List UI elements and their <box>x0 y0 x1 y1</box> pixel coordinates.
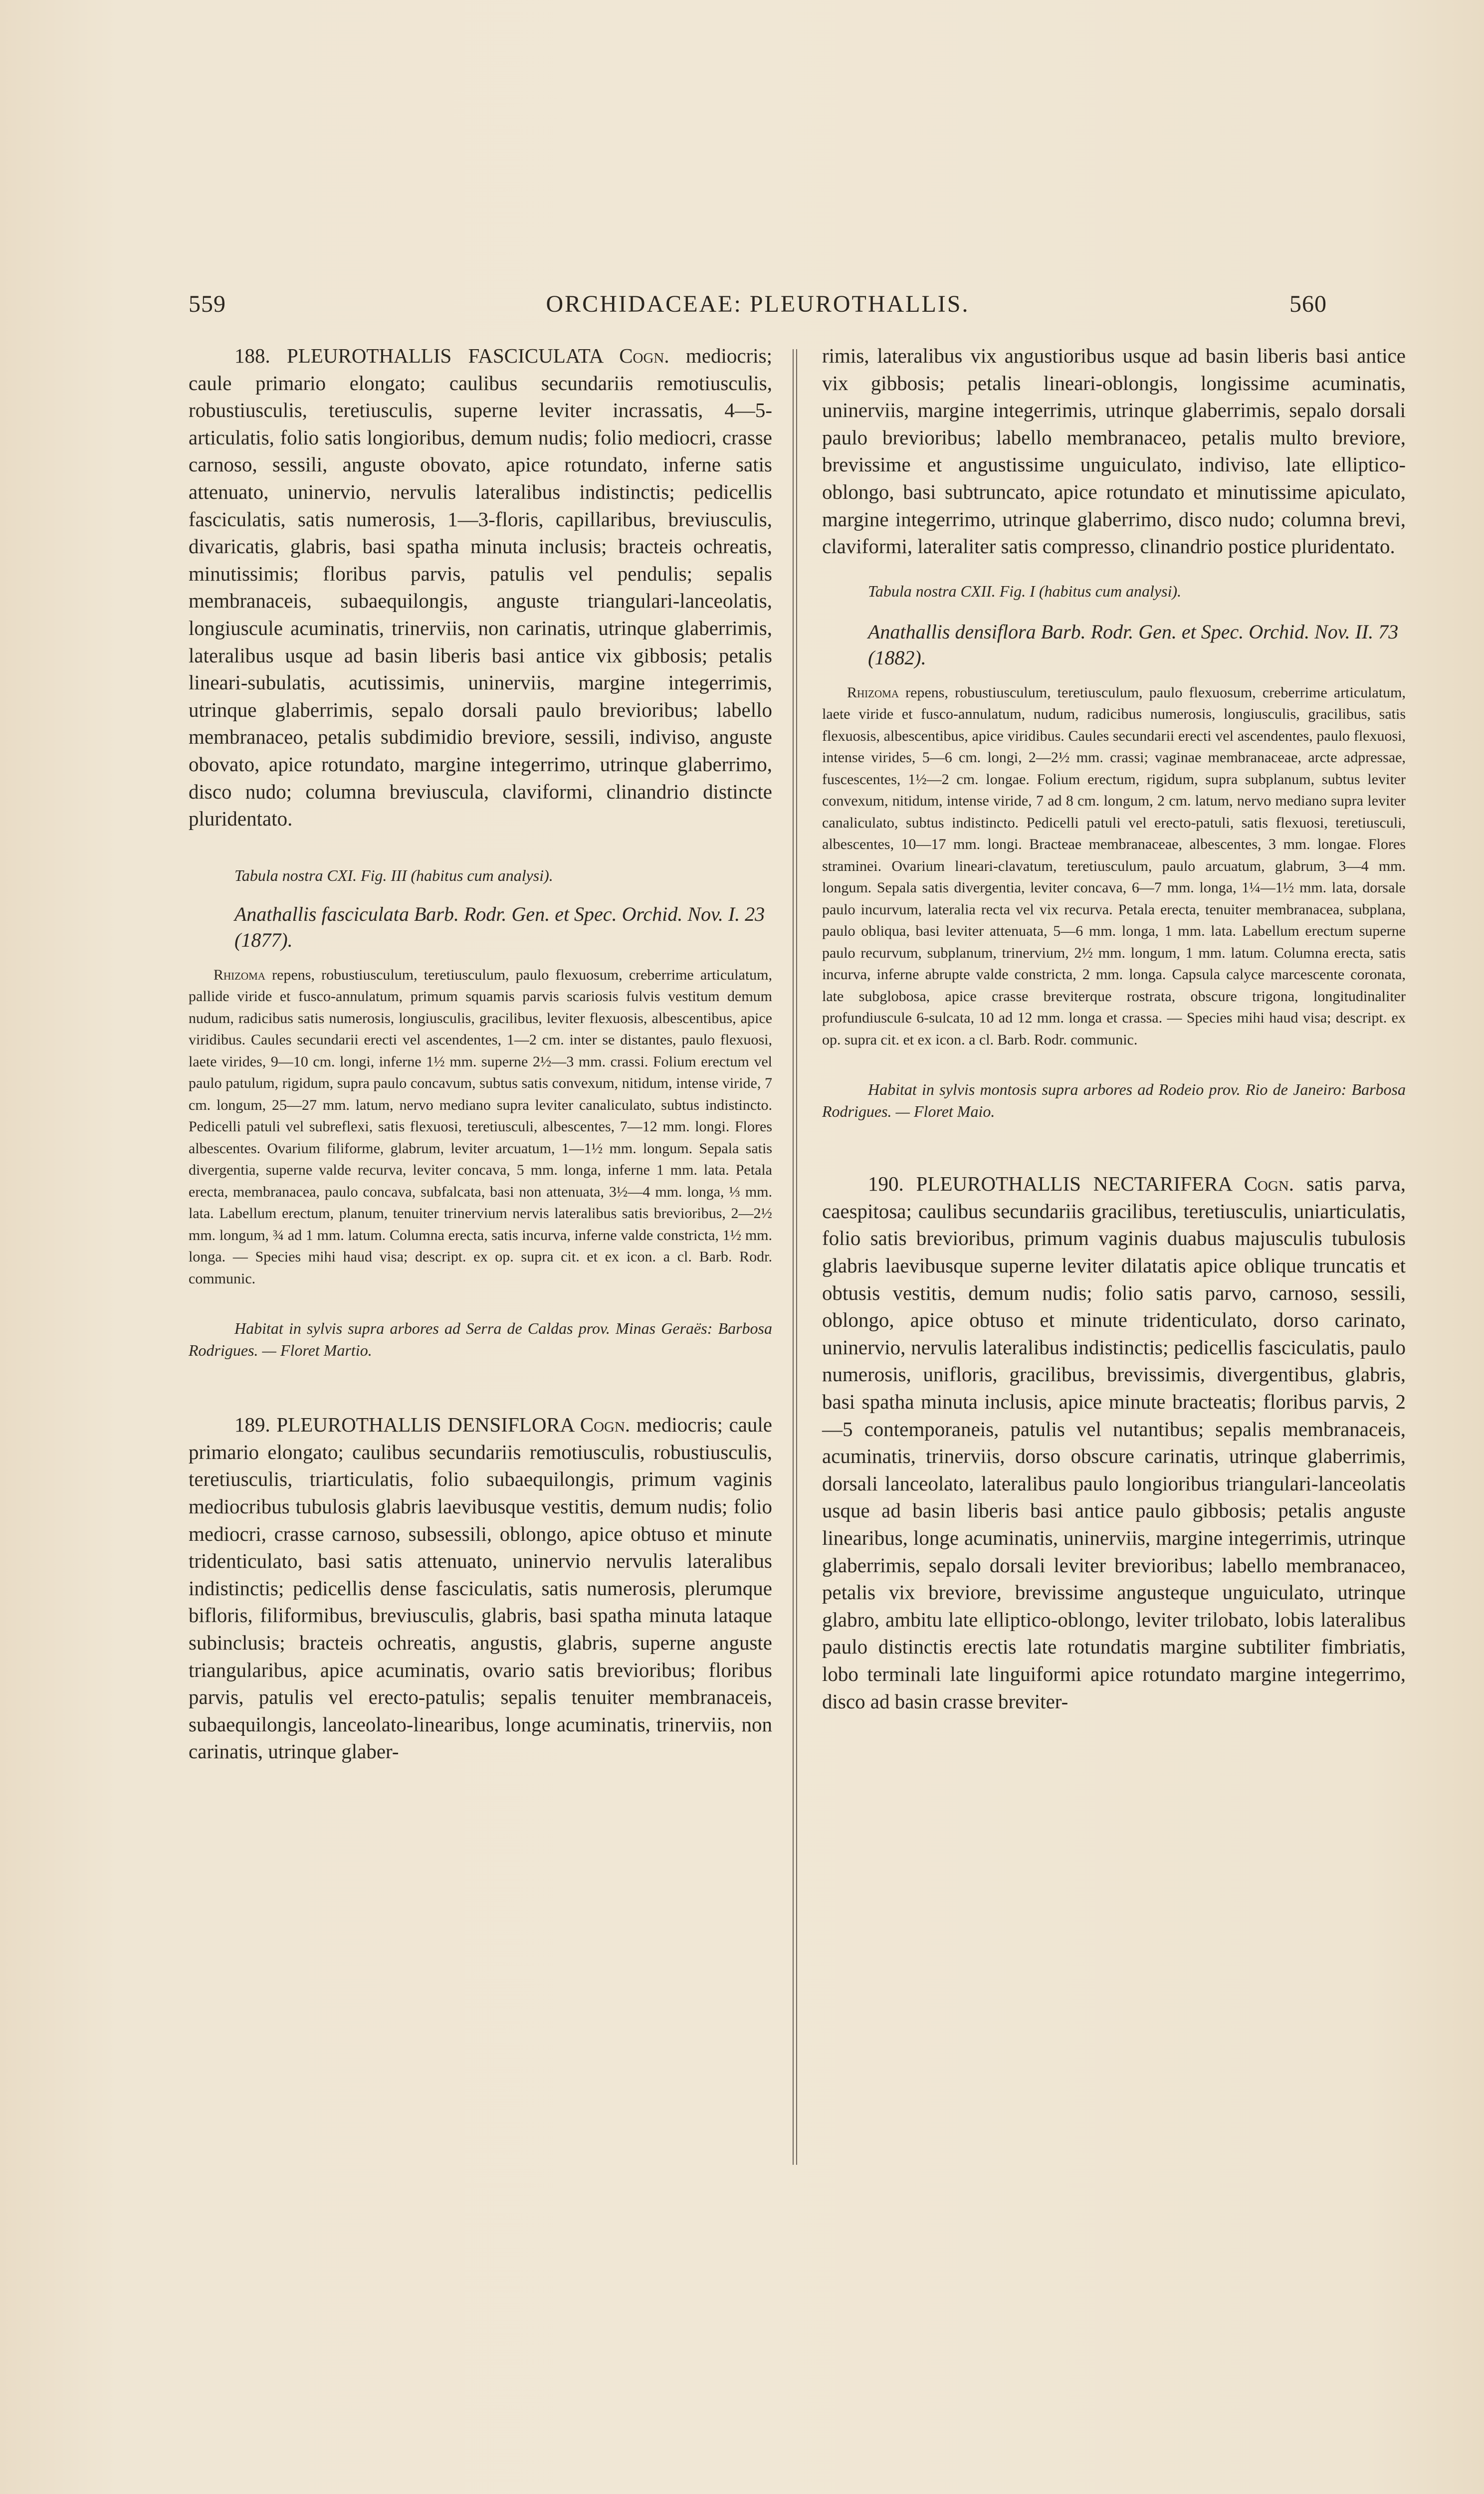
column-divider-second <box>796 349 797 2165</box>
species-188-detail-text: repens, robustiusculum, teretiusculum, paulo flexuosum, creberrime articulatum, pallide viride et fusco-annulatum, primum squamis parvis scariosis fulvis vestitum demum nudum, radicibus satis numerosis, longiusculis, gracilibus, leviter flexuosis, albescentibus, apice viridibus. Caules secundarii erecti vel ascendentes, 1—2 cm. inter se distantes, paulo flexuosi, laete virides, 9—10 cm. longi, inferne 1½ mm. superne 2½—3 mm. crassi. Folium erectum vel paulo patulum, rigidum, supra paulo concavum, subtus satis convexum, nitidum, intense viride, 7 cm. longum, 25—27 mm. latum, nervo mediano supra leviter canaliculato, subtus indistincto. Pedicelli patuli vel subreflexi, satis flexuosi, teretiusculi, albescentes, 7—12 mm. longi. Flores albescentes. Ovarium filiforme, glabrum, leviter arcuatum, 1—1½ mm. longum. Sepala satis divergentia, superne valde recurva, leviter concava, 5 mm. longa, inferne 1 mm. lata. Petala erecta, membranacea, paulo concava, subfalcata, basi non attenuata, 3½—4 mm. longa, ⅓ mm. lata. Labellum erectum, planum, tenuiter trinervium nervis lateralibus satis brevioribus, 2—2½ mm. longum, ¾ ad 1 mm. latum. Columna erecta, satis incurva, inferne valde constricta, 1½ mm. longa. — Species mihi haud visa; descript. ex op. supra cit. et ex icon. a cl. Barb. Rodr. communic. <box>189 966 772 1287</box>
species-189-detail-label: Rhizoma <box>847 684 899 701</box>
species-189-synonym: Anathallis densiflora Barb. Rodr. Gen. et Spec. Orchid. Nov. II. 73 (1882). <box>868 620 1399 669</box>
species-189-heading: 189. PLEUROTHALLIS DENSIFLORA <box>234 1413 580 1437</box>
species-188-detail-label: Rhizoma <box>213 966 265 983</box>
running-title: ORCHIDACEAE: PLEUROTHALLIS. <box>546 291 970 317</box>
species-189-description <box>189 1411 772 1765</box>
species-188-habitat <box>189 1317 772 1361</box>
species-188-heading: 188. PLEUROTHALLIS FASCICULATA <box>234 344 620 367</box>
column-divider <box>793 349 794 2165</box>
species-189-tabula: Tabula nostra CXII. Fig. I (habitus cum analysi). <box>868 582 1182 600</box>
species-188-description <box>189 342 772 832</box>
page-number-left: 559 <box>189 291 226 317</box>
species-190-heading: 190. PLEUROTHALLIS NECTARIFERA <box>868 1172 1244 1196</box>
page-number-right: 560 <box>1289 291 1327 317</box>
species-190-author: Cogn. <box>1244 1172 1294 1196</box>
species-188-text: mediocris; caule primario elongato; caulibus secundariis remotiusculis, robustiusculis, teretiusculis, superne leviter incrassatis, 4—5-articulatis, folio satis longioribus, demum nudis; folio mediocri, crasse carnoso, sessili, anguste obovato, apice rotundato, inferne satis attenuato, uninervio, nervulis lateralibus indistinctis; pedicellis fasciculatis, satis numerosis, 1—3-floris, capillaribus, breviusculis, divaricatis, glabris, basi spatha minuta inclusis; bracteis ochreatis, minutissimis; floribus parvis, patulis vel pendulis; sepalis membranaceis, subaequilongis, anguste triangulari-lanceolatis, longiuscule acuminatis, trinerviis, non carinatis, utrinque glaberrimis, lateralibus usque ad basin liberis basi antice vix gibbosis; petalis lineari-subulatis, acutissimis, uninerviis, margine integerrimis, utrinque glaberrimis, sepalo dorsali paulo brevioribus; labello membranaceo, petalis subdimidio breviore, sessili, indiviso, anguste obovato, apice rotundato, margine integerrimo, utrinque glaberrimo, disco nudo; columna breviuscula, claviformi, clinandrio distincte pluridentato. <box>189 344 772 831</box>
species-190-text: satis parva, caespitosa; caulibus secundariis gracilibus, teretiusculis, uniarticulatis, folio satis brevioribus, primum vaginis duabus majusculis tubulosis glabris laevibusque superne leviter dilatatis apice oblique truncatis et obtusis vestitis, demum nudis; folio satis parvo, carnoso, sessili, oblongo, apice obtuso et minute tridenticulato, dorso carinato, uninervio, nervulis lateralibus indistinctis; pedicellis fasciculatis, paulo numerosis, unifloris, gracilibus, brevissimis, divergentibus, glabris, basi spatha minuta inclusis, apice minute bracteatis; floribus parvis, 2—5 contemporaneis, patulis vel nutantibus; sepalis membranaceis, acuminatis, trinerviis, dorso obscure carinatis, utrinque glaberrimis, dorsali lanceolato, lateralibus paulo longioribus triangulari-lanceolatis usque ad basin liberis basi antice paulo gibbosis; petalis anguste linearibus, longe acuminatis, uninerviis, margine integerrimis, utrinque glaberrimis, sepalo dorsali leviter brevioribus; labello membranaceo, petalis vix breviore, brevissime angusteque unguiculato, utrinque glabro, ambitu late elliptico-oblongo, leviter trilobato, lobis lateralibus paulo distinctis erectis late rotundatis margine subtiliter fimbriatis, lobo terminali late linguiformi apice rotundato margine integerrimo, disco ad basin crasse breviter- <box>822 1172 1406 1713</box>
species-189-habitat-text: Habitat in sylvis montosis supra arbores ad Rodeio prov. Rio de Janeiro: Barbosa Rodrigues. — Floret Maio. <box>822 1080 1406 1121</box>
page-header <box>189 290 1327 330</box>
species-188-author: Cogn. <box>619 344 669 367</box>
species-189-author: Cogn. <box>580 1413 631 1437</box>
species-189-habitat <box>822 1078 1406 1122</box>
species-188-details <box>189 964 772 1290</box>
species-188-synonym: Anathallis fasciculata Barb. Rodr. Gen. et Spec. Orchid. Nov. I. 23 (1877). <box>234 902 765 951</box>
species-188-habitat-text: Habitat in sylvis supra arbores ad Serra de Caldas prov. Minas Geraës: Barbosa Rodrigues. — Floret Martio. <box>189 1319 772 1360</box>
species-190-description <box>822 1170 1406 1715</box>
left-column <box>189 342 772 1765</box>
species-189-detail-text: repens, robustiusculum, teretiusculum, paulo flexuosum, creberrime articulatum, laete viride et fusco-annulatum, nudum, radicibus numerosis, longiusculis, gracilibus, satis flexuosis, albescentibus, apice viridibus. Caules secundarii erecti vel ascendentes, paulo flexuosi, intense virides, 5—6 cm. longi, 2—2½ mm. crassi; vaginae membranaceae, arcte adpressae, fuscescentes, 1½—2 cm. longae. Folium erectum, rigidum, supra subplanum, subtus leviter convexum, nitidum, intense viride, 7 ad 8 cm. longum, 2 cm. latum, nervo mediano supra leviter canaliculato, subtus indistincto. Pedicelli patuli vel erecto-patuli, satis flexuosi, teretiusculi, albescentes, 10—17 mm. longi. Bracteae membranaceae, albescentes, 3 mm. longae. Flores straminei. Ovarium lineari-clavatum, teretiusculum, paulo arcuatum, glabrum, 3—4 mm. longum. Sepala satis divergentia, leviter concava, 6—7 mm. longa, 1¼—1½ mm. lata, dorsale paulo incurvum, lateralia recta vel vix recurva. Petala erecta, tenuiter membranacea, subplana, paulo obliqua, basi leviter attenuata, 5—6 mm. longa, 1 mm. lata. Labellum erectum superne paulo recurvum, subplanum, trinervium, 2½ mm. longum, 1 mm. latum. Columna erecta, satis incurva, inferne abrupte valde constricta, 2 mm. longa. Capsula calyce marcescente coronata, late subglobosa, apice crasse breviterque rostrata, obscure trigona, longitudinaliter profundiuscule 6-sulcata, 10 ad 12 mm. longa et crassa. — Species mihi haud visa; descript. ex op. supra cit. et ex icon. a cl. Barb. Rodr. communic. <box>822 684 1406 1048</box>
species-189-continued: rimis, lateralibus vix angustioribus usque ad basin liberis basi antice vix gibbosis; petalis lineari-oblongis, longissime acuminatis, uninerviis, margine integerrimis, utrinque glaberrimis, sepalo dorsali paulo brevioribus; labello membranaceo, petalis multo breviore, brevissime et angustissime unguiculato, indiviso, late elliptico-oblongo, basi subtruncato, apice rotundato et minutissime apiculato, margine integerrimo, utrinque glaberrimo, disco nudo; columna brevi, claviformi, lateraliter satis compresso, clinandrio postice pluridentato. <box>822 344 1406 558</box>
species-188-tabula: Tabula nostra CXI. Fig. III (habitus cum analysi). <box>234 866 553 884</box>
species-189-details <box>822 682 1406 1051</box>
right-column <box>822 342 1406 1715</box>
species-189-text: mediocris; caule primario elongato; caulibus secundariis remotiusculis, robustiusculis, teretiusculis, triarticulatis, folio subaequilongis, primum vaginis mediocribus tubulosis glabris laevibusque vestitis, demum nudis; folio mediocri, crasse carnoso, subsessili, oblongo, apice obtuso et minute tridenticulato, basi satis attenuato, uninervio nervulis lateralibus indistinctis; pedicellis dense fasciculatis, satis numerosis, plerumque bifloris, filiformibus, breviusculis, glabris, basi spatha minuta lataque subinclusis; bracteis ochreatis, angustis, glabris, superne anguste triangularibus, apice acuminatis, ovario satis brevioribus; floribus parvis, patulis vel erecto-patulis; sepalis tenuiter membranaceis, subaequilongis, lanceolato-linearibus, longe acuminatis, trinerviis, non carinatis, utrinque glaber- <box>189 1413 772 1763</box>
